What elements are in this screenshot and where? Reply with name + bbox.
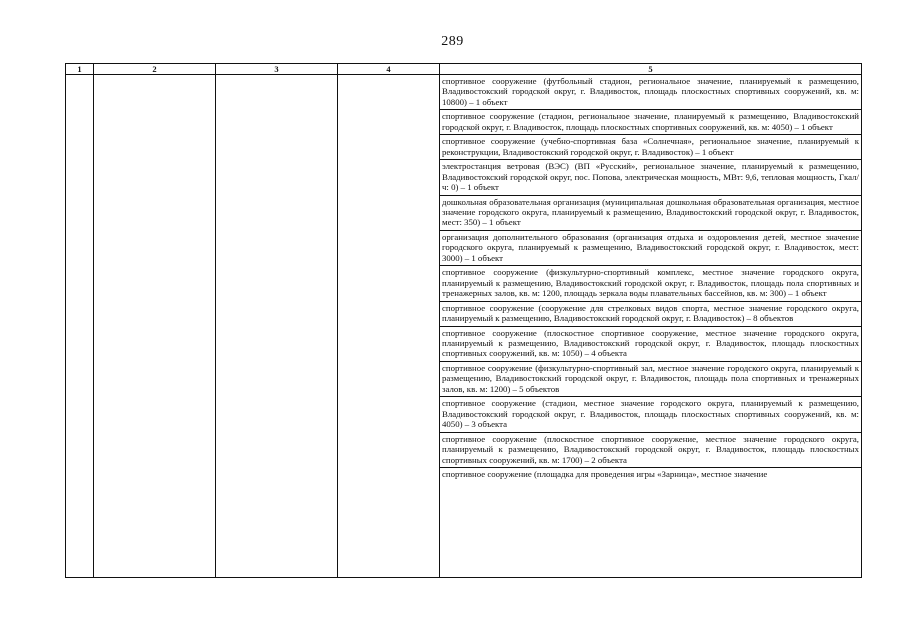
- table-row: [66, 75, 862, 578]
- object-entry: организация дополнительного образования (организация отдыха и оздоровления детей, местное значение городского округа, планируемый к размещению, Владивостокский городской округ, г. Владивосток, мест: 3000) – 1 объект: [440, 231, 861, 266]
- column-header-5: 5: [440, 64, 862, 75]
- column-header-1: 1: [66, 64, 94, 75]
- object-entry: спортивное сооружение (стадион, местное значение городского округа, планируемый к размещению, Владивостокский городской округ, г. Владивосток, площадь плоскостных спортивных сооружений, кв. м: 4050) – 3 объекта: [440, 397, 861, 432]
- object-entry: спортивное сооружение (площадка для проведения игры «Зарница», местное значение: [442, 468, 768, 479]
- column-header-4: 4: [338, 64, 440, 75]
- column-header-2: 2: [94, 64, 216, 75]
- table-cell-col5: [440, 75, 862, 578]
- object-entry: спортивное сооружение (стадион, региональное значение, планируемый к размещению, Владивостокский городской округ, г. Владивосток, площадь плоскостных спортивных сооружений, кв. м: 4050) – 1 объект: [440, 110, 861, 135]
- object-entry: спортивное сооружение (плоскостное спортивное сооружение, местное значение городского округа, планируемый к размещению, Владивостокский городской округ, г. Владивосток, площадь плоскостных спортивных сооружений, кв. м: 1050) – 4 объекта: [440, 327, 861, 362]
- object-entry: электростанция ветровая (ВЭС) (ВП «Русский», региональное значение, планируемый к размещению, Владивостокский городской округ, пос. Попова, электрическая мощность, МВт: 9,6, тепловая мощность, Гкал/ч: 0) – 1 объект: [440, 160, 861, 195]
- object-entry: спортивное сооружение (сооружение для стрелковых видов спорта, местное значение городского округа, планируемый к размещению, Владивостокский городской округ, г. Владивосток) – 8 объектов: [440, 302, 861, 327]
- objects-table: [65, 63, 862, 578]
- object-entry: спортивное сооружение (футбольный стадион, региональное значение, планируемый к размещению, Владивостокский городской округ, г. Владивосток, площадь плоскостных спортивных сооружений, кв. м: 10800) – 1 объект: [440, 75, 861, 110]
- object-entry: дошкольная образовательная организация (муниципальная дошкольная образовательная организация, местное значение городского округа, планируемый к размещению, Владивостокский городской округ, г. Владивосток, мест: 350) – 1 объект: [440, 196, 861, 231]
- table-header-row: [66, 64, 862, 75]
- object-entry: спортивное сооружение (физкультурно-спортивный комплекс, местное значение городского округа, планируемый к размещению, Владивостокский городской округ, г. Владивосток, площадь пола спортивных и тренажерных залов, кв. м: 1200, площадь зеркала воды плавательных бассейнов, кв. м: 300) – 1 объект: [440, 266, 861, 301]
- table-cell-col3: [216, 75, 338, 578]
- table-cell-col4: [338, 75, 440, 578]
- page-number: 289: [441, 34, 464, 49]
- table-cell-col2: [94, 75, 216, 578]
- table-cell-col1: [66, 75, 94, 578]
- object-entry: спортивное сооружение (учебно-спортивная база «Солнечная», региональное значение, планируемый к реконструкции, Владивостокский городской округ, г. Владивосток) – 1 объект: [440, 135, 861, 160]
- object-entry: спортивное сооружение (плоскостное спортивное сооружение, местное значение городского округа, планируемый к размещению, Владивостокский городской округ, г. Владивосток, площадь плоскостных спортивных сооружений, кв. м: 1700) – 2 объекта: [440, 433, 861, 468]
- object-entry: спортивное сооружение (физкультурно-спортивный зал, местное значение городского округа, планируемый к размещению, Владивостокский городской округ, г. Владивосток, площадь пола спортивных и тренажерных залов, кв. м: 1200) – 5 объектов: [440, 362, 861, 397]
- column-header-3: 3: [216, 64, 338, 75]
